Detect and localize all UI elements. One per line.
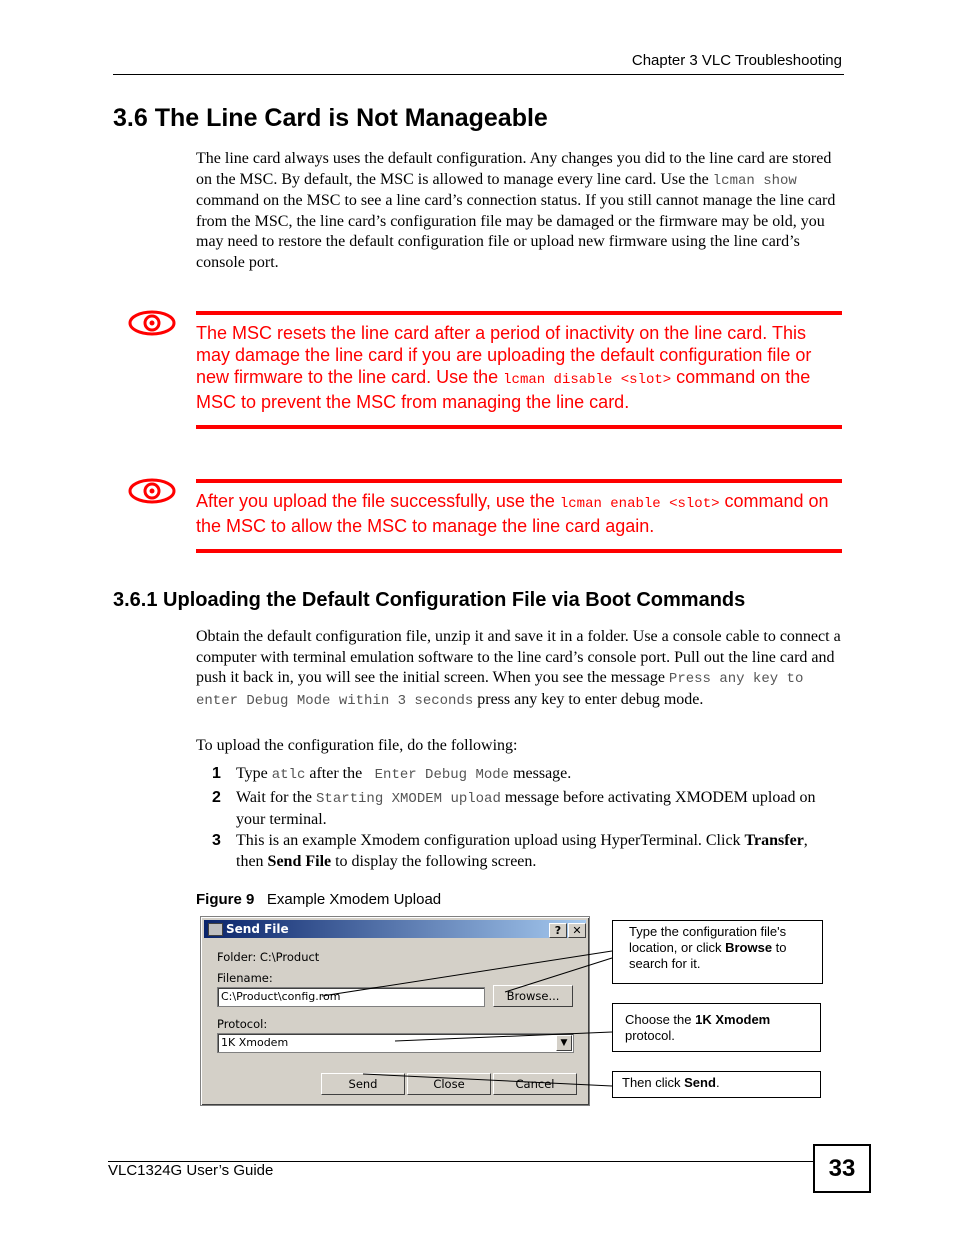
warning-note: The MSC resets the line card after a period of inactivity on the line card. This may damage the line card if you are uploading the default configuration file or new firmware to the line card. Use the lcman disable <slot> command on the MSC to prevent the MSC from managing the line card. <box>196 323 812 412</box>
inline-code: Press any key to enter Debug Mode within 3 seconds <box>196 671 804 709</box>
callout-protocol: Choose the 1K Xmodem protocol. <box>612 1003 821 1052</box>
chevron-down-icon[interactable]: ▼ <box>556 1035 572 1051</box>
folder-label: Folder: C:\Product <box>217 950 320 964</box>
browse-button[interactable]: Browse... <box>493 985 573 1007</box>
subsection-paragraph: Obtain the default configuration file, unzip it and save it in a folder. Use a console cable to connect a computer with terminal emulation software to the line card’s console port. Pull out the line card and push it back in, you will see the initial screen. When you see the message Press any key to enter Debug Mode within 3 seconds press any key to enter debug mode. <box>196 628 841 709</box>
callout-send: Then click Send. <box>612 1071 821 1098</box>
step-number: 3 <box>212 832 221 849</box>
protocol-label: Protocol: <box>217 1017 268 1031</box>
inline-code: lcman show <box>712 172 797 189</box>
dialog-title: Send File <box>226 922 289 936</box>
protocol-select[interactable]: 1K Xmodem ▼ <box>217 1033 574 1053</box>
instruction-intro: To upload the configuration file, do the following: <box>196 737 518 754</box>
guide-title: VLC1324G User’s Guide <box>108 1162 274 1179</box>
help-button[interactable]: ? <box>549 923 567 938</box>
step-number: 1 <box>212 765 221 782</box>
step-number: 2 <box>212 789 221 806</box>
send-button[interactable]: Send <box>321 1073 405 1095</box>
step-text: This is an example Xmodem configuration upload using HyperTerminal. Click Transfer, then Send File to display the following screen. <box>236 832 808 870</box>
filename-input[interactable]: C:\Product\config.rom <box>217 987 485 1007</box>
close-icon[interactable]: ✕ <box>568 923 586 938</box>
section-paragraph: The line card always uses the default configuration. Any changes you did to the line card are stored on the MSC. By default, the MSC is allowed to manage every line card. Use the lcman show command on the MSC to see a line card’s connection status. If you still cannot manage the line card from the MSC, the line card’s configuration file may be damaged or the firmware may be old, you may need to restore the default configuration file or upload new firmware using the line card’s console port. <box>196 150 836 271</box>
callout-filename: Type the configuration file's location, or click Browse to search for it. <box>612 920 823 984</box>
section-title: 3.6 The Line Card is Not Manageable <box>113 104 548 132</box>
close-button[interactable]: Close <box>407 1073 491 1095</box>
running-header: Chapter 3 VLC Troubleshooting <box>631 52 842 69</box>
inline-code: lcman enable <slot> <box>559 496 720 512</box>
step-text: Wait for the Starting XMODEM upload message before activating XMODEM upload on your terminal. <box>236 789 816 828</box>
inline-code: lcman disable <slot> <box>503 372 672 388</box>
warning-note: After you upload the file successfully, use the lcman enable <slot> command on the MSC to allow the MSC to manage the line card again. <box>196 491 829 536</box>
subsection-title: 3.6.1 Uploading the Default Configuration File via Boot Commands <box>113 589 746 611</box>
step-text: Type atlc after the Enter Debug Mode message. <box>236 765 572 783</box>
figure-caption: Figure 9 Example Xmodem Upload <box>196 891 442 908</box>
page-number: 33 <box>813 1144 871 1193</box>
filename-label: Filename: <box>217 971 273 985</box>
cancel-button[interactable]: Cancel <box>493 1073 577 1095</box>
